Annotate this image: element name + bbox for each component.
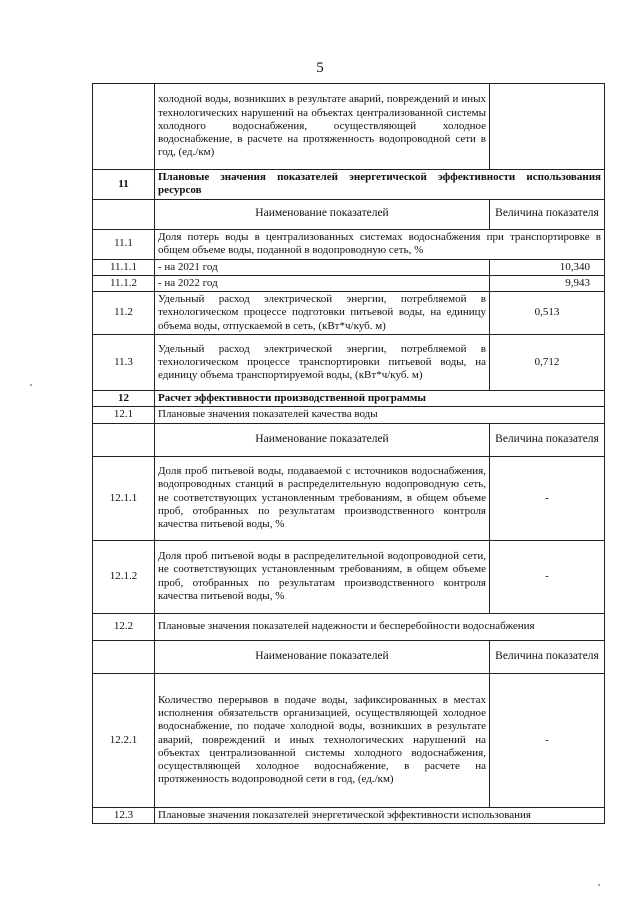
table-row [93,259,605,275]
table-row [93,292,605,335]
column-header-value: Величина показателя [490,640,605,673]
row-number: 12.2 [93,613,155,640]
table-row [93,423,605,456]
section-number: 12 [93,391,155,407]
row-number: 11.1.2 [93,275,155,291]
empty-cell [93,423,155,456]
row-number [93,84,155,170]
table-row [93,407,605,423]
row-number: 12.1 [93,407,155,423]
row-text: Доля проб питьевой воды, подаваемой с источников водоснабжения, водопроводных станций в распределительную водопроводную сеть, не соответствующих установленным требованиям, в общем объеме проб, отобранных по результатам производственного контроля качества питьевой воды, % [155,456,490,540]
row-value: 9,943 [490,275,605,291]
section-title: Плановые значения показателей энергетической эффективности использования ресурсов [155,170,605,200]
indicators-table [92,83,605,824]
scan-speck [598,884,600,886]
table-row [93,84,605,170]
section-title: Расчет эффективности производственной программы [155,391,605,407]
row-text: Доля проб питьевой воды в распределительной водопроводной сети, не соответствующих установленным требованиям, в общем объеме проб, отобранных по результатам производственного контроля качества питьевой воды, % [155,540,490,613]
table-row [93,640,605,673]
row-text: - на 2022 год [155,275,490,291]
column-header-name: Наименование показателей [155,199,490,229]
row-value: 0,513 [490,292,605,335]
table-row [93,540,605,613]
column-header-value: Величина показателя [490,423,605,456]
row-text: - на 2021 год [155,259,490,275]
table-row [93,673,605,807]
table-row [93,391,605,407]
row-text: Удельный расход электрической энергии, потребляемой в технологическом процессе подготовки питьевой воды, на единицу объема воды, отпускаемой в сеть, (кВт*ч/куб. м) [155,292,490,335]
row-text: Плановые значения показателей энергетической эффективности использования [155,807,605,823]
page-number: 5 [316,60,324,76]
table-row [93,456,605,540]
table-row [93,807,605,823]
table-row [93,335,605,391]
row-value: - [490,456,605,540]
row-text: холодной воды, возникших в результате аварий, повреждений и иных технологических нарушений на объектах централизованной системы холодного водоснабжения, осуществляющей холодное водоснабжение, в расчете на протяженность водопроводной сети в год, (ед./км) [155,84,490,170]
row-number: 11.2 [93,292,155,335]
table-row [93,170,605,200]
row-text: Удельный расход электрической энергии, потребляемой в технологическом процессе транспортировки питьевой воды, на единицу объема транспортируемой воды, (кВт*ч/куб. м) [155,335,490,391]
table-row [93,275,605,291]
row-number: 12.3 [93,807,155,823]
empty-cell [93,199,155,229]
row-value: - [490,540,605,613]
row-value: 10,340 [490,259,605,275]
table-row [93,199,605,229]
row-number: 12.2.1 [93,673,155,807]
row-number: 12.1.1 [93,456,155,540]
row-text: Плановые значения показателей надежности и бесперебойности водоснабжения [155,613,605,640]
row-text: Количество перерывов в подаче воды, зафиксированных в местах исполнения обязательств организацией, осуществляющей холодное водоснабжение, по подаче холодной воды, возникших в результате аварий, повреждений и иных технологических нарушений на объектах централизованной системы холодного водоснабжения, осуществляющей холодное водоснабжение, в расчете на протяженность водопроводной сети в год, (ед./км) [155,673,490,807]
row-number: 12.1.2 [93,540,155,613]
scan-speck [30,384,32,386]
table-row [93,613,605,640]
row-text: Доля потерь воды в централизованных системах водоснабжения при транспортировке в общем объеме воды, поданной в водопроводную сеть, % [155,229,605,259]
section-number: 11 [93,170,155,200]
row-number: 11.3 [93,335,155,391]
row-value [490,84,605,170]
row-number: 11.1 [93,229,155,259]
row-value: - [490,673,605,807]
empty-cell [93,640,155,673]
row-value: 0,712 [490,335,605,391]
column-header-name: Наименование показателей [155,423,490,456]
column-header-value: Величина показателя [490,199,605,229]
table-row [93,229,605,259]
row-text: Плановые значения показателей качества воды [155,407,605,423]
row-number: 11.1.1 [93,259,155,275]
column-header-name: Наименование показателей [155,640,490,673]
